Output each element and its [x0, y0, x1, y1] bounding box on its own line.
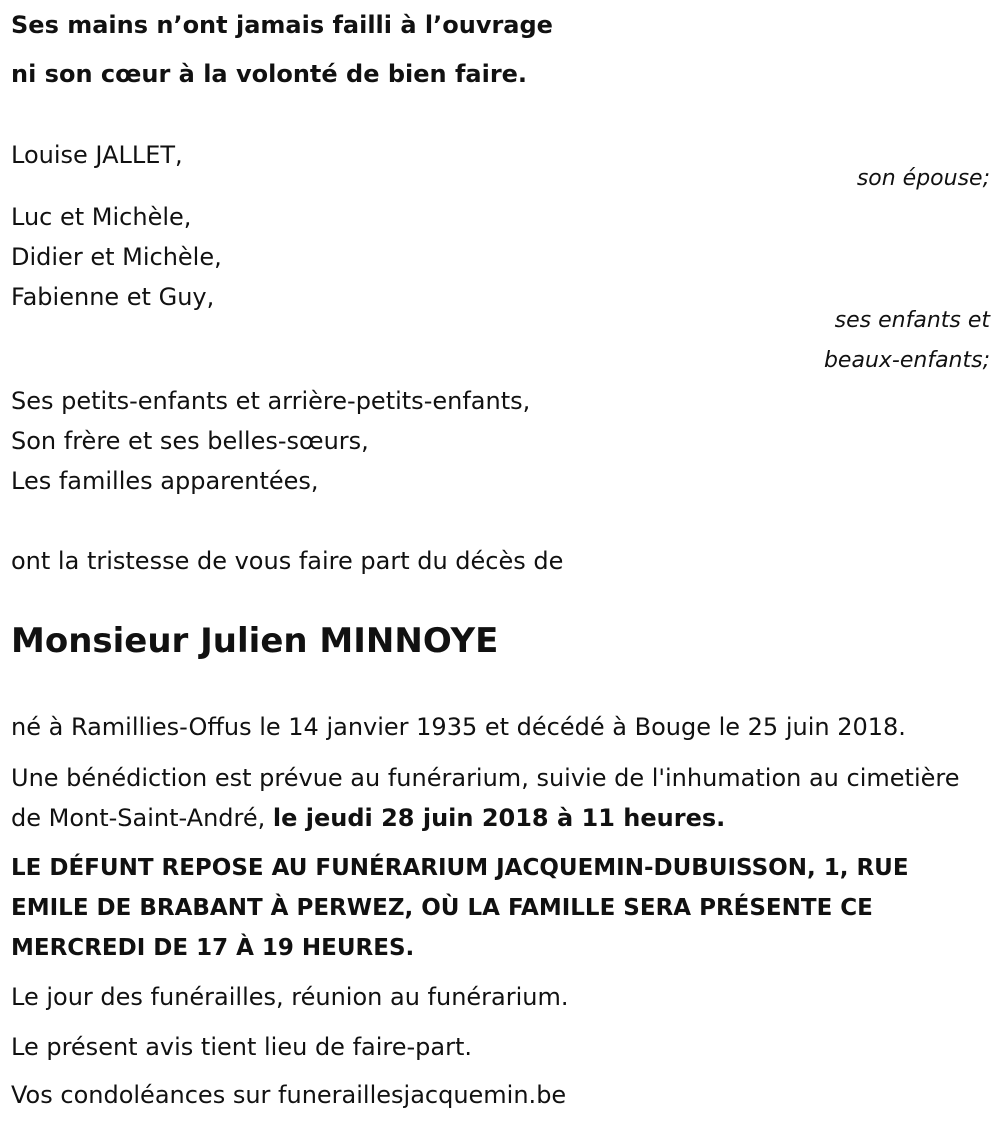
birth-death-line: né à Ramillies-Offus le 14 janvier 1935 et décédé à Bouge le 25 juin 2018. — [11, 713, 906, 741]
ceremony-date: le jeudi 28 juin 2018 à 11 heures. — [272, 804, 726, 832]
children-relation-line-1: ses enfants et — [834, 308, 990, 333]
grandchildren-line: Ses petits-enfants et arrière-petits-enfants, — [11, 387, 531, 415]
relatives-line: Les familles apparentées, — [11, 467, 319, 495]
quote-line-1: Ses mains n’ont jamais failli à l’ouvrage — [11, 11, 553, 39]
spouse-name: Louise JALLET, — [11, 141, 183, 169]
closing-line-2: Le présent avis tient lieu de faire-part. — [11, 1033, 473, 1061]
announcement-text: ont la tristesse de vous faire part du décès de — [11, 547, 564, 575]
child-couple-1: Luc et Michèle, — [11, 203, 192, 231]
closing-line-1: Le jour des funérailles, réunion au funérarium. — [11, 983, 569, 1011]
spouse-relation: son épouse; — [856, 166, 990, 191]
ceremony-paragraph — [11, 758, 986, 838]
viewing-paragraph: LE DÉFUNT REPOSE AU FUNÉRARIUM JACQUEMIN-DUBUISSON, 1, RUE EMILE DE BRABANT À PERWEZ, OÙ LA FAMILLE SERA PRÉSENTE CE MERCREDI DE 17 À 19 HEURES. — [11, 855, 909, 961]
children-relation-line-2: beaux-enfants; — [823, 348, 990, 373]
child-couple-2: Didier et Michèle, — [11, 243, 222, 271]
closing-line-3: Vos condoléances sur funeraillesjacquemin.be — [11, 1081, 567, 1109]
quote-line-2: ni son cœur à la volonté de bien faire. — [11, 60, 528, 88]
deceased-name: Monsieur Julien MINNOYE — [11, 621, 499, 661]
ceremony-text: Une bénédiction est prévue au funérarium, suivie de l'inhumation au cimetière de Mont-Saint-André, — [11, 764, 960, 832]
child-couple-3: Fabienne et Guy, — [11, 283, 215, 311]
sibling-line: Son frère et ses belles-sœurs, — [11, 427, 369, 455]
